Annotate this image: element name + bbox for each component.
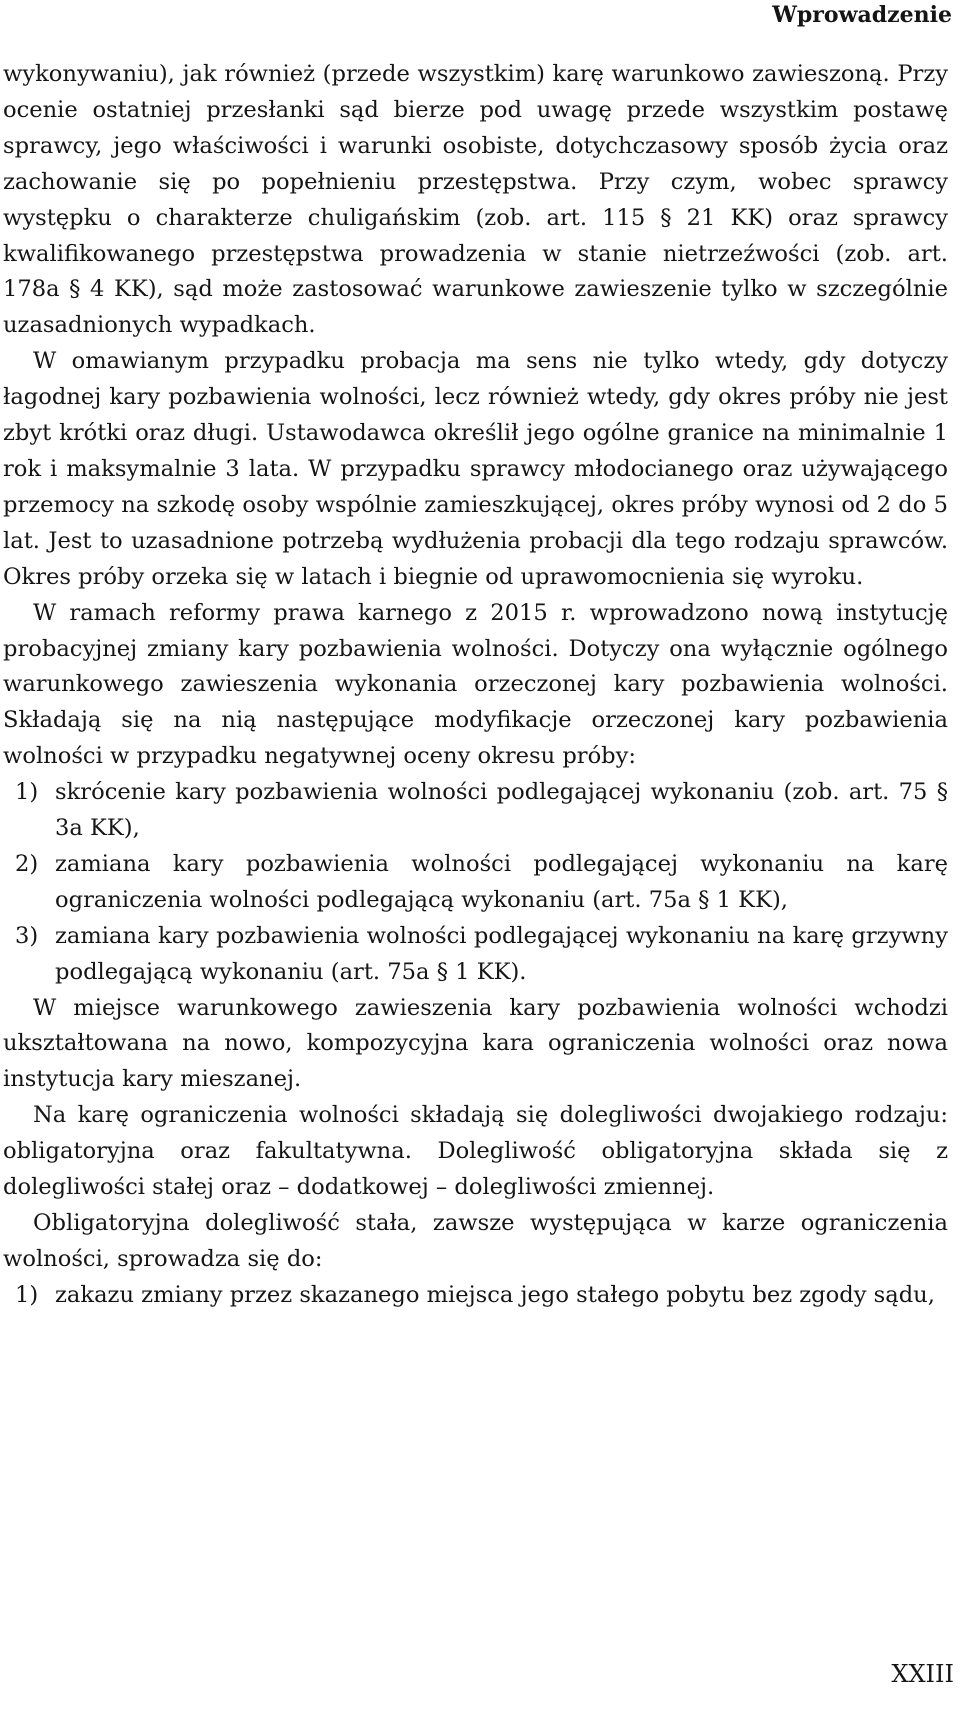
page-number: XXIII bbox=[891, 1660, 954, 1688]
modification-list bbox=[3, 775, 948, 990]
running-header: Wprowadzenie bbox=[772, 2, 952, 28]
paragraph: Obligatoryjna dolegliwość stała, zawsze występująca w karze ograniczenia wolności, sprowadza się do: bbox=[3, 1210, 948, 1272]
list-number: 3) bbox=[15, 922, 39, 949]
paragraph-continuation: wykonywaniu), jak również (przede wszystkim) karę warunkowo zawieszoną. Przy ocenie ostatniej przesłanki sąd bierze pod uwagę przede wszystkim postawę sprawcy, jego właściwości i warunki osobiste, dotychczasowy sposób życia oraz zachowanie się po popełnieniu przestępstwa. Przy czym, wobec sprawcy występku o charakterze chuligańskim (zob. art. 115 § 21 KK) oraz sprawcy kwalifikowanego przestępstwa prowadzenia w stanie nietrzeźwości (zob. art. 178a § 4 KK), sąd może zastosować warunkowe zawieszenie tylko w szczególnie uzasadnionych wypadkach. bbox=[3, 61, 948, 339]
list-item bbox=[3, 847, 948, 919]
list-text: zamiana kary pozbawienia wolności podlegającej wykonaniu na karę ograniczenia wolności podlegającą wykonaniu (art. 75a § 1 KK), bbox=[55, 850, 948, 913]
list-text: zamiana kary pozbawienia wolności podlegającej wykonaniu na karę grzywny podlegającą wykonaniu (art. 75a § 1 KK). bbox=[55, 922, 948, 985]
list-text: skrócenie kary pozbawienia wolności podlegającej wykonaniu (zob. art. 75 § 3a KK), bbox=[55, 779, 948, 842]
list-number: 2) bbox=[15, 850, 39, 877]
paragraph: W miejsce warunkowego zawieszenia kary pozbawienia wolności wchodzi ukształtowana na nowo, kompozycyjna kara ograniczenia wolności oraz nowa instytucja kary mieszanej. bbox=[3, 994, 948, 1093]
obligation-list bbox=[3, 1278, 948, 1314]
paragraph: W omawianym przypadku probacja ma sens nie tylko wtedy, gdy dotyczy łagodnej kary pozbawienia wolności, lecz również wtedy, gdy okres próby nie jest zbyt krótki oraz długi. Ustawodawca określił jego ogólne granice na minimalnie 1 rok i maksymalnie 3 lata. W przypadku sprawcy młodocianego oraz używającego przemocy na szkodę osoby wspólnie zamieszkującej, okres próby wynosi od 2 do 5 lat. Jest to uzasadnione potrzebą wydłużenia probacji dla tego rodzaju sprawców. Okres próby orzeka się w latach i biegnie od uprawomocnienia się wyroku. bbox=[3, 348, 948, 590]
list-item bbox=[3, 1278, 948, 1314]
list-text: zakazu zmiany przez skazanego miejsca jego stałego pobytu bez zgody sądu, bbox=[55, 1281, 935, 1308]
paragraph: W ramach reformy prawa karnego z 2015 r. wprowadzono nową instytucję probacyjnej zmiany kary pozbawienia wolności. Dotyczy ona wyłącznie ogólnego warunkowego zawieszenia wykonania orzeczonej kary pozbawienia wolności. Składają się na nią następujące modyfikacje orzeczonej kary pozbawienia wolności w przypadku negatywnej oceny okresu próby: bbox=[3, 599, 948, 770]
list-number: 1) bbox=[15, 1281, 39, 1308]
list-item bbox=[3, 775, 948, 847]
list-number: 1) bbox=[15, 779, 39, 806]
list-item bbox=[3, 919, 948, 991]
paragraph: Na karę ograniczenia wolności składają się dolegliwości dwojakiego rodzaju: obligatoryjna oraz fakultatywna. Dolegliwość obligatoryjna składa się z dolegliwości stałej oraz – dodatkowej – dolegliwości zmiennej. bbox=[3, 1102, 948, 1201]
body-text bbox=[3, 57, 948, 1314]
